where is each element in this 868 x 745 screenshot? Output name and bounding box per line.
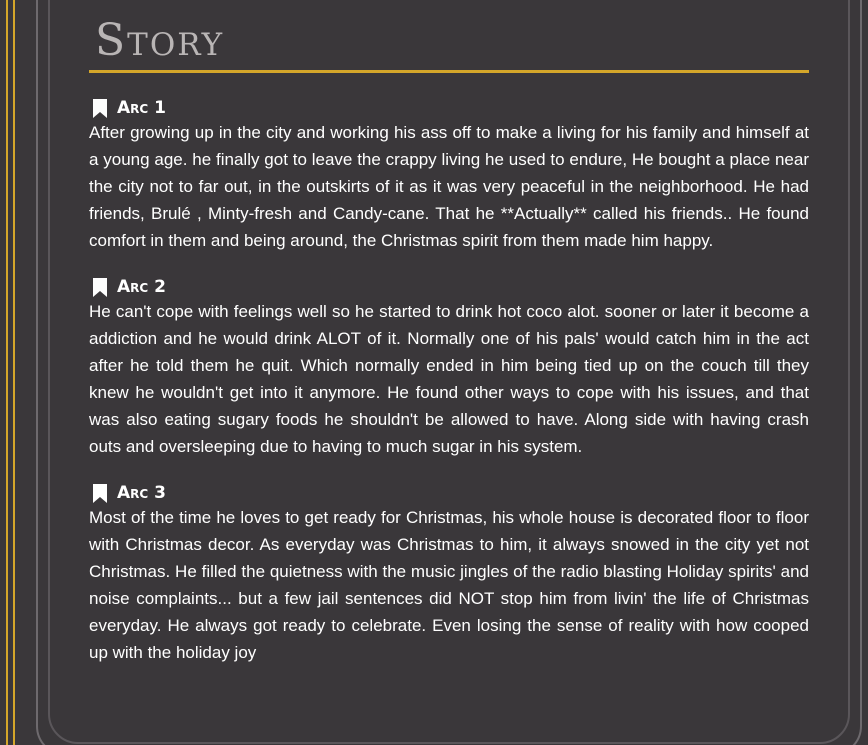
story-content bbox=[89, 0, 809, 666]
bookmark-icon bbox=[92, 484, 108, 503]
page-title: Story bbox=[95, 15, 225, 66]
arc-2-heading-label: Arc 2 bbox=[117, 277, 166, 297]
arc-3-text: Most of the time he loves to get ready for Christmas, his whole house is decorated floor to floor with Christmas decor. As everyday was Christmas to him, it always snowed in the city yet not Christmas. He filled the quietness with the music jingles of the radio blasting Holiday spirits' and noise complaints... but a few jail sentences did NOT stop him from livin' the life of Christmas everyday. He always got ready to celebrate. Even losing the sense of reality with how cooped up with the holiday joy bbox=[89, 508, 809, 662]
arc-2-heading bbox=[89, 276, 809, 298]
bookmark-icon bbox=[92, 99, 108, 118]
arc-1-heading bbox=[89, 97, 809, 119]
arc-1-heading-label: Arc 1 bbox=[117, 98, 166, 118]
arc-2-text: He can't cope with feelings well so he started to drink hot coco alot. sooner or later it become a addiction and he would drink ALOT of it. Normally one of his pals' would catch him in the act after he told them he quit. Which normally ended in him being tied up on the couch till they knew he wouldn't get into it anymore. He found other ways to cope with his issues, and that was also eating sugary foods he shouldn't be allowed to have. Along side with having crash outs and oversleeping due to having to much sugar in his system. bbox=[89, 302, 809, 456]
arc-1-text: After growing up in the city and working his ass off to make a living for his family and himself at a young age. he finally got to leave the crappy living he used to endure, He bought a place near the city not to far out, in the outskirts of it as it was very peaceful in the neighborhood. He had friends, Brulé , Minty-fresh and Candy-cane. That he **Actually** called his friends.. He found comfort in them and being around, the Christmas spirit from them made him happy. bbox=[89, 123, 809, 250]
arc-3-heading bbox=[89, 482, 809, 504]
title-divider bbox=[89, 70, 809, 73]
left-frame-line-outer bbox=[6, 0, 8, 745]
left-frame-line-inner bbox=[13, 0, 15, 745]
bookmark-icon bbox=[92, 278, 108, 297]
arc-3-heading-label: Arc 3 bbox=[117, 483, 166, 503]
